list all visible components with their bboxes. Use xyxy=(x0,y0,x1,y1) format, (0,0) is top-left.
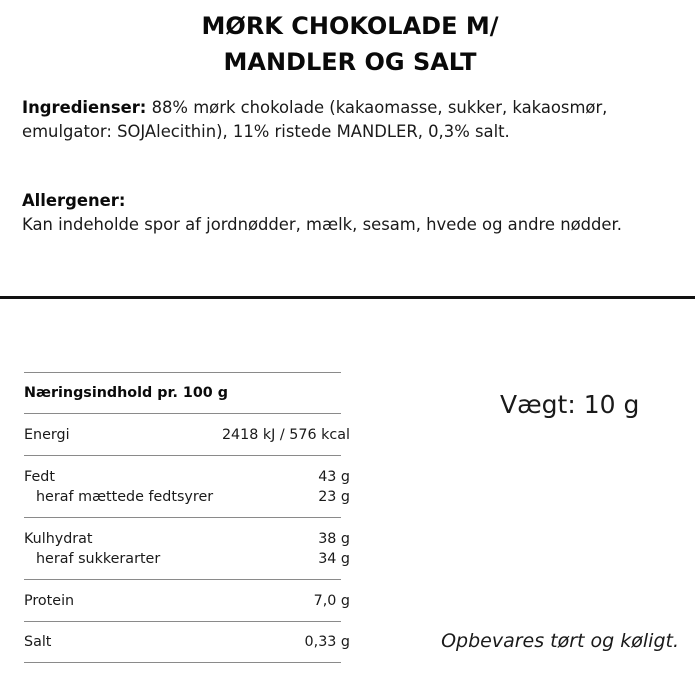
nutrient-name: heraf sukkerarter xyxy=(36,551,161,567)
nutrient-value: 2418 kJ / 576 kcal xyxy=(221,427,350,443)
table-divider xyxy=(24,579,341,580)
nutrient-value: 43 g xyxy=(318,469,350,485)
net-weight: Vægt: 10 g xyxy=(500,390,640,419)
allergens-label: Allergener: xyxy=(22,191,126,210)
table-row xyxy=(24,591,350,611)
allergens-section xyxy=(22,189,682,237)
table-divider xyxy=(24,413,341,414)
nutrient-value: 23 g xyxy=(318,489,350,505)
table-divider xyxy=(24,517,341,518)
nutrient-name: Fedt xyxy=(24,469,55,485)
ingredients-line-1 xyxy=(22,96,682,120)
ingredients-section xyxy=(22,96,682,144)
ingredients-text-1: 88% mørk chokolade (kakaomasse, sukker, kakaosmør, xyxy=(146,98,608,117)
section-divider xyxy=(0,296,695,299)
table-row xyxy=(24,425,350,445)
ingredients-text-2: emulgator: SOJAlecithin), 11% ristede MANDLER, 0,3% salt. xyxy=(22,122,510,141)
table-row xyxy=(24,632,350,652)
table-row xyxy=(24,549,350,569)
table-divider xyxy=(24,455,341,456)
nutrition-heading: Næringsindhold pr. 100 g xyxy=(24,385,228,401)
table-row xyxy=(24,487,350,507)
storage-instructions: Opbevares tørt og køligt. xyxy=(441,630,679,652)
nutrient-name: heraf mættede fedtsyrer xyxy=(36,489,214,505)
product-title-line-2: MANDLER OG SALT xyxy=(223,48,477,76)
nutrient-value: 7,0 g xyxy=(313,593,350,609)
product-title xyxy=(0,8,700,80)
table-divider xyxy=(24,662,341,663)
nutrient-name: Energi xyxy=(24,427,70,443)
nutrient-value: 0,33 g xyxy=(304,634,350,650)
table-row xyxy=(24,529,350,549)
allergens-text: Kan indeholde spor af jordnødder, mælk, sesam, hvede og andre nødder. xyxy=(22,215,622,234)
table-divider xyxy=(24,372,341,373)
ingredients-label: Ingredienser: xyxy=(22,98,147,117)
product-title-line-1: MØRK CHOKOLADE M/ xyxy=(201,12,499,40)
nutrient-value: 38 g xyxy=(318,531,350,547)
nutrient-name: Salt xyxy=(24,634,52,650)
table-row xyxy=(24,467,350,487)
nutrient-value: 34 g xyxy=(318,551,350,567)
nutrient-name: Kulhydrat xyxy=(24,531,93,547)
nutrient-name: Protein xyxy=(24,593,75,609)
table-divider xyxy=(24,621,341,622)
